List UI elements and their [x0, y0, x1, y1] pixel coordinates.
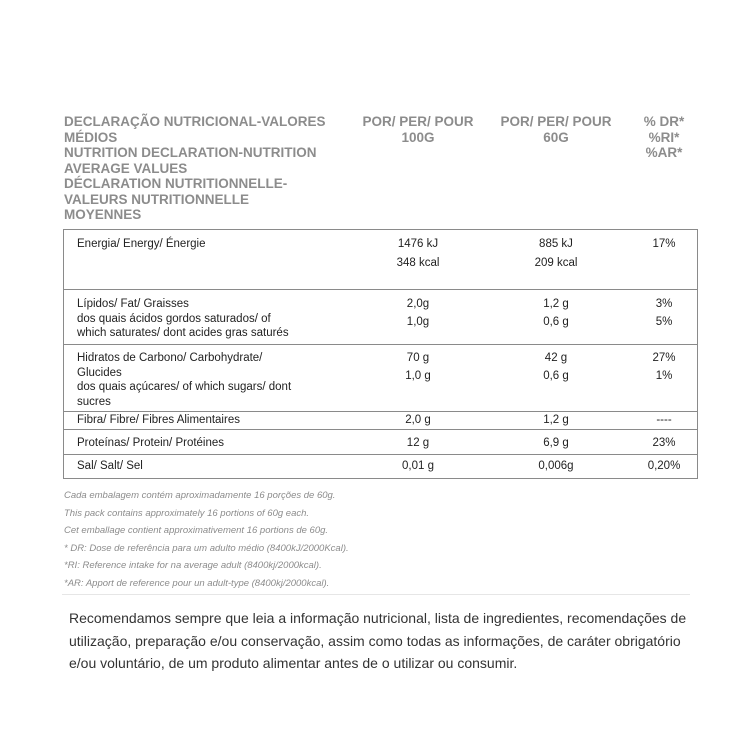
row-label	[77, 297, 347, 341]
footnote: * DR: Dose de referência para um adulto médio (8400kJ/2000Kcal).	[64, 542, 349, 554]
value: 348 kcal	[396, 256, 440, 269]
value: 70 g	[406, 352, 430, 364]
row-divider	[64, 344, 697, 345]
row-label-line: Sal/ Salt/ Sel	[77, 460, 143, 472]
value: 42 g	[544, 352, 568, 364]
row-label-line: dos quais ácidos gordos saturados/ of	[77, 312, 271, 325]
row-per-100g	[356, 297, 480, 329]
row-label-line: Glucides	[77, 366, 122, 379]
nutrition-table	[63, 229, 698, 479]
row-label-line: Energia/ Energy/ Énergie	[77, 238, 206, 250]
row-per-60g	[494, 237, 618, 270]
row-divider	[64, 289, 697, 290]
header-line: DÉCLARATION NUTRITIONNELLE-	[64, 176, 288, 191]
value: 0,01 g	[402, 460, 434, 472]
row-per-60g	[494, 351, 618, 383]
row-label-line: which saturates/ dont acides gras saturés	[77, 327, 289, 339]
header-line: % DR*	[643, 114, 685, 129]
value: 17%	[652, 238, 676, 250]
header-line: VALEURS NUTRITIONNELLE	[64, 191, 249, 207]
recommendation-text: Recomendamos sempre que leia a informação nutricional, lista de ingredientes, recomendações de utilização, preparação e/ou conservação, assim como todas as informações, de caráter obrigatório e/ou voluntário, de um produto alimentar antes de o utilizar ou consumir.	[69, 610, 687, 671]
row-label	[77, 351, 347, 409]
value: 0,6 g	[543, 315, 569, 328]
header-line: 60G	[543, 129, 569, 145]
row-label	[77, 237, 347, 252]
row-label	[77, 436, 347, 451]
value: 1%	[655, 369, 673, 382]
value: 1476 kJ	[397, 238, 439, 250]
header-per-60g	[494, 114, 618, 145]
row-divider	[64, 429, 697, 430]
row-dr	[624, 459, 704, 474]
header-line: POR/ PER/ POUR	[362, 114, 474, 129]
footnote: Cada embalagem contém aproximadamente 16 porções de 60g.	[64, 490, 336, 501]
row-per-100g	[356, 237, 480, 270]
value: 27%	[652, 352, 676, 364]
value: 3%	[655, 298, 673, 310]
row-per-60g	[494, 459, 618, 474]
row-label-line: Hidratos de Carbono/ Carbohydrate/	[77, 352, 263, 364]
value: 2,0g	[406, 298, 430, 310]
value: 6,9 g	[543, 437, 569, 449]
value: 1,0 g	[405, 369, 431, 382]
row-per-100g	[356, 351, 480, 383]
row-label-line: sucres	[77, 395, 111, 408]
header-line: POR/ PER/ POUR	[500, 114, 612, 129]
header-per-100g	[356, 114, 480, 145]
row-per-100g	[356, 436, 480, 451]
row-divider	[64, 411, 697, 412]
header-nutrition-declaration	[64, 114, 349, 223]
value: ----	[656, 414, 672, 426]
row-label-line: Lípidos/ Fat/ Graisses	[77, 298, 189, 310]
header-line: NUTRITION DECLARATION-NUTRITION	[64, 145, 317, 160]
footnote: *AR: Apport de reference pour un adult-type (8400kj/2000kcal).	[64, 577, 330, 589]
header-line: MÉDIOS	[64, 129, 118, 145]
row-dr	[624, 237, 704, 252]
footnote: *RI: Reference intake for na average adult (8400kj/2000kcal).	[64, 560, 322, 571]
row-label-line: dos quais açúcares/ of which sugars/ dont	[77, 381, 292, 393]
footnotes	[64, 487, 664, 592]
row-per-60g	[494, 436, 618, 451]
footnote: This pack contains approximately 16 portions of 60g each.	[64, 507, 310, 519]
value: 0,006g	[538, 460, 574, 472]
header-reference-intake	[624, 114, 704, 161]
value: 1,2 g	[543, 298, 569, 310]
row-dr	[624, 351, 704, 383]
header-line: AVERAGE VALUES	[64, 160, 188, 176]
value: 2,0 g	[405, 414, 431, 426]
header-line: MOYENNES	[64, 207, 142, 222]
section-divider	[62, 594, 690, 595]
value: 0,20%	[647, 460, 681, 472]
row-per-100g	[356, 413, 480, 428]
header-line: %AR*	[645, 145, 683, 160]
header-line: 100G	[401, 129, 435, 145]
row-dr	[624, 297, 704, 329]
row-divider	[64, 454, 697, 455]
row-per-100g	[356, 459, 480, 474]
row-dr	[624, 413, 704, 428]
row-label-line: Proteínas/ Protein/ Protéines	[77, 437, 225, 449]
row-label	[77, 413, 347, 428]
row-per-60g	[494, 297, 618, 329]
row-label	[77, 459, 347, 474]
value: 0,6 g	[543, 369, 569, 382]
row-dr	[624, 436, 704, 451]
value: 5%	[655, 315, 673, 328]
row-label-line: Fibra/ Fibre/ Fibres Alimentaires	[77, 414, 240, 426]
value: 1,0g	[406, 315, 430, 328]
value: 12 g	[406, 437, 430, 449]
row-per-60g	[494, 413, 618, 428]
footnote: Cet emballage contient approximativement 16 portions de 60g.	[64, 525, 329, 536]
value: 23%	[652, 437, 676, 449]
value: 1,2 g	[543, 414, 569, 426]
value: 209 kcal	[534, 256, 578, 269]
value: 885 kJ	[539, 238, 573, 250]
header-line: %RI*	[648, 129, 680, 145]
header-line: DECLARAÇÃO NUTRICIONAL-VALORES	[64, 114, 326, 129]
